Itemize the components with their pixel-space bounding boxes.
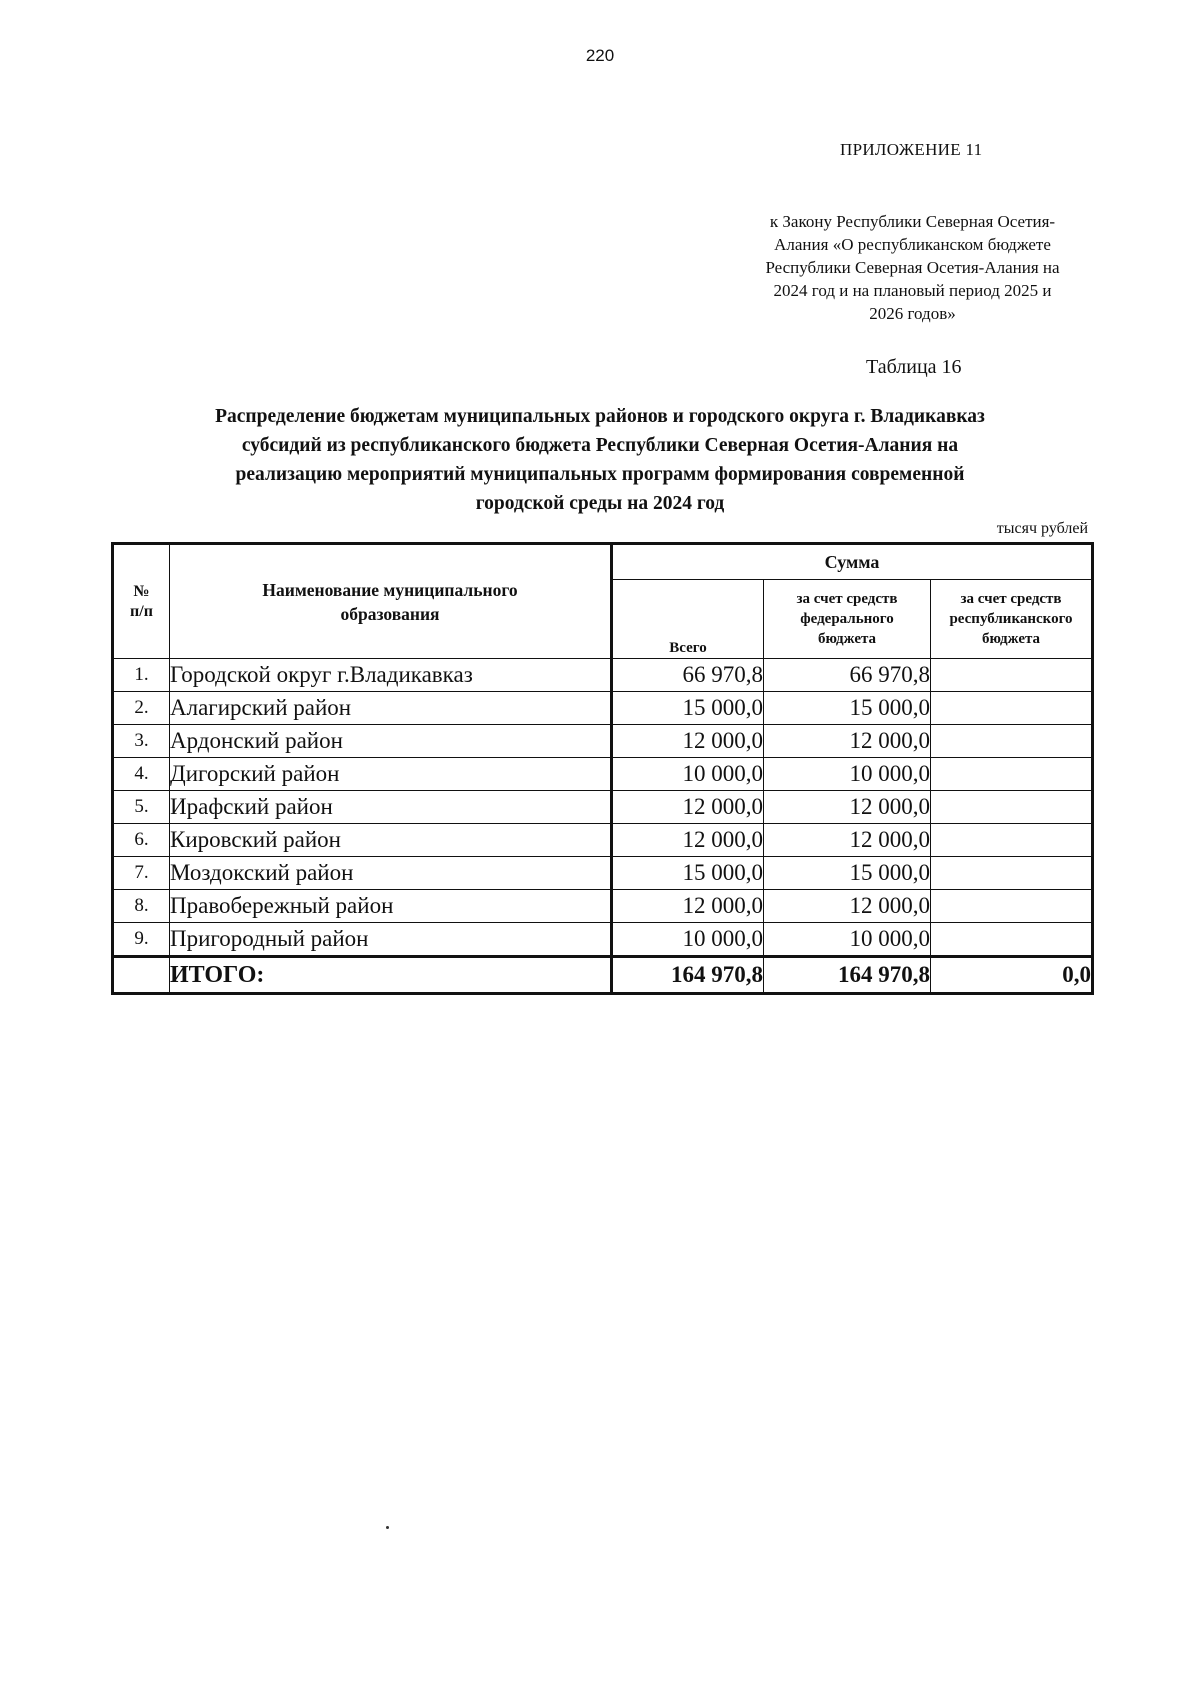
row-republican: [931, 824, 1093, 857]
header-federal-line: за счет средств: [796, 591, 898, 607]
total-row-number: [113, 957, 170, 994]
table-row: [113, 692, 1093, 725]
title-line: реализацию мероприятий муниципальных программ формирования современной: [235, 464, 965, 485]
header-number-line: п/п: [130, 602, 153, 620]
total-sum: 164 970,8: [612, 957, 764, 994]
row-number: 4.: [113, 758, 170, 791]
row-number: 1.: [113, 659, 170, 692]
row-total: 12 000,0: [612, 725, 764, 758]
row-number: 8.: [113, 890, 170, 923]
total-republican: 0,0: [931, 957, 1093, 994]
header-sum: Сумма: [612, 544, 1093, 580]
row-number: 7.: [113, 857, 170, 890]
header-republican-line: бюджета: [981, 631, 1041, 647]
row-total: 12 000,0: [612, 824, 764, 857]
row-republican: [931, 890, 1093, 923]
header-name-line: Наименование муниципального: [262, 579, 518, 600]
row-federal: 10 000,0: [764, 758, 931, 791]
law-reference: [740, 210, 1085, 325]
row-municipality: Ардонский район: [170, 725, 612, 758]
header-federal: [764, 580, 931, 659]
header-number-line: №: [133, 582, 150, 600]
table-header-row: [113, 544, 1093, 580]
total-label: ИТОГО:: [170, 957, 612, 994]
row-federal: 15 000,0: [764, 692, 931, 725]
row-number: 5.: [113, 791, 170, 824]
row-total: 15 000,0: [612, 857, 764, 890]
law-reference-line: Алания «О республиканском бюджете: [774, 235, 1051, 254]
row-municipality: Алагирский район: [170, 692, 612, 725]
row-republican: [931, 857, 1093, 890]
row-federal: 10 000,0: [764, 923, 931, 957]
title-line: Распределение бюджетам муниципальных районов и городского округа г. Владикавказ: [215, 406, 985, 427]
table-row: [113, 758, 1093, 791]
header-federal-line: федерального: [800, 611, 894, 627]
table-row: [113, 824, 1093, 857]
units-label: тысяч рублей: [996, 520, 1088, 537]
header-republican-line: республиканского: [949, 611, 1073, 627]
row-republican: [931, 791, 1093, 824]
scan-speck: [386, 1526, 389, 1529]
table-row: [113, 857, 1093, 890]
row-federal: 12 000,0: [764, 890, 931, 923]
row-republican: [931, 923, 1093, 957]
document-title: [150, 402, 1050, 518]
row-republican: [931, 758, 1093, 791]
row-republican: [931, 659, 1093, 692]
row-municipality: Городской округ г.Владикавказ: [170, 659, 612, 692]
law-reference-line: 2024 год и на плановый период 2025 и: [773, 281, 1052, 300]
header-total: Всего: [612, 580, 764, 659]
row-municipality: Кировский район: [170, 824, 612, 857]
row-federal: 12 000,0: [764, 725, 931, 758]
page-number: 220: [585, 46, 615, 65]
row-number: 9.: [113, 923, 170, 957]
row-number: 3.: [113, 725, 170, 758]
row-municipality: Дигорский район: [170, 758, 612, 791]
budget-table: [111, 542, 1094, 995]
row-total: 12 000,0: [612, 890, 764, 923]
row-total: 10 000,0: [612, 758, 764, 791]
header-republican-line: за счет средств: [960, 591, 1062, 607]
table-row: [113, 725, 1093, 758]
row-federal: 12 000,0: [764, 824, 931, 857]
table-row: [113, 890, 1093, 923]
law-reference-line: к Закону Республики Северная Осетия-: [769, 212, 1056, 231]
row-total: 12 000,0: [612, 791, 764, 824]
law-reference-line: 2026 годов»: [869, 304, 956, 323]
row-federal: 66 970,8: [764, 659, 931, 692]
row-number: 6.: [113, 824, 170, 857]
table-number: Таблица 16: [866, 356, 962, 378]
row-total: 66 970,8: [612, 659, 764, 692]
row-total: 10 000,0: [612, 923, 764, 957]
total-federal: 164 970,8: [764, 957, 931, 994]
row-total: 15 000,0: [612, 692, 764, 725]
row-federal: 12 000,0: [764, 791, 931, 824]
header-name: [170, 544, 612, 659]
row-municipality: Пригородный район: [170, 923, 612, 957]
table-total-row: [113, 957, 1093, 994]
appendix-label: ПРИЛОЖЕНИЕ 11: [840, 140, 983, 159]
table-row: [113, 923, 1093, 957]
header-republican: [931, 580, 1093, 659]
table-row: [113, 659, 1093, 692]
row-federal: 15 000,0: [764, 857, 931, 890]
law-reference-line: Республики Северная Осетия-Алания на: [765, 258, 1060, 277]
row-municipality: Ирафский район: [170, 791, 612, 824]
row-republican: [931, 692, 1093, 725]
row-municipality: Моздокский район: [170, 857, 612, 890]
header-number: [113, 544, 170, 659]
title-line: субсидий из республиканского бюджета Республики Северная Осетия-Алания на: [241, 435, 959, 456]
row-number: 2.: [113, 692, 170, 725]
title-line: городской среды на 2024 год: [475, 493, 725, 514]
table-row: [113, 791, 1093, 824]
row-republican: [931, 725, 1093, 758]
row-municipality: Правобережный район: [170, 890, 612, 923]
header-federal-line: бюджета: [817, 631, 877, 647]
header-name-line: образования: [340, 603, 440, 624]
